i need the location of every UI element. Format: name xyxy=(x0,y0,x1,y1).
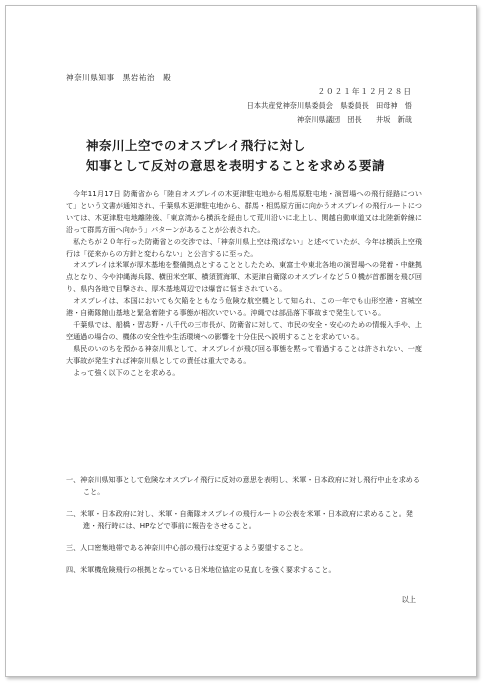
body-paragraph: 県民のいのちを預かる神奈川県として、オスプレイが飛び回る事態を黙って看過することは許されない、一度大事故が発生すれば神奈川県としての責任は重大である。 xyxy=(66,343,422,365)
closing-mark: 以上 xyxy=(401,595,416,604)
document-body xyxy=(66,188,422,379)
demand-item: 四、米軍機危険飛行の根拠となっている日米地位協定の見直しを強く要求すること。 xyxy=(66,565,336,574)
demand-item: 三、人口密集地帯である神奈川中心部の飛行は変更するよう要望すること。 xyxy=(66,543,308,552)
sender-party: 日本共産党神奈川県委員会 県委員長 田母神 悟 xyxy=(246,101,412,110)
sender-assembly-group: 神奈川県議団 団長 井坂 新哉 xyxy=(296,115,412,124)
document-title-line-2: 知事として反対の意思を表明することを求める要請 xyxy=(86,158,386,173)
body-paragraph: オスプレイは、本国においても欠陥をともなう危険な航空機として知られ、この一年でも山形空港・宮城空港・自衛隊館山基地と緊急着陸する事態が相次いでいる。沖縄では部品落下事故まで発生している。 xyxy=(66,296,422,318)
document-title-line-1: 神奈川上空でのオスプレイ飛行に対し xyxy=(86,138,306,153)
addressee: 神奈川県知事 黒岩祐治 殿 xyxy=(66,73,172,82)
demands-list xyxy=(66,474,426,586)
body-paragraph: 今年11月17日 防衛省から「陸自オスプレイの木更津駐屯地から相馬原駐屯地・演習場への飛行経路について」という文書が通知され、千葉県木更津駐屯地から、群馬・相馬原方面に向かうオスプレイの飛行ルートについては、木更津駐屯地離陸後、「東京湾から横浜を経由して荒川沿いに北上し、関越自動車道又は北陸新幹線に沿って群馬方面へ向かう」パターンがあることが公表された。 xyxy=(66,189,422,234)
body-paragraph: オスプレイは米軍が厚木基地を整備拠点とすることとしたため、東富士や東北各地の演習場への発着・中継拠点となり、今や沖縄海兵隊、横田米空軍、横須賀海軍、木更津自衛隊のオスプレイなど５０機が首都圏を飛び回り、県内各地で目撃され、厚木基地周辺では爆音に悩まされている。 xyxy=(66,260,422,294)
body-paragraph: よって強く以下のことを求める。 xyxy=(73,367,180,377)
demand-item: 二、米軍・日本政府に対し、米軍・自衛隊オスプレイの飛行ルートの公表を米軍・日本政府に求めること。発進・飛行時には、HPなどで事前に報告をさせること。 xyxy=(66,509,413,530)
body-paragraph: 私たちが２０年行った防衛省との交渉では、「神奈川県上空は飛ばない」と述べていたが、今年は横浜上空飛行は「従来からの方針と変わらない」と公言するに至った。 xyxy=(66,236,422,258)
document-page xyxy=(6,6,478,678)
body-paragraph: 千葉県では、船橋・習志野・八千代の三市長が、防衛省に対して、市民の安全・安心のための情報入手や、上空通過の場合の、機体の安全性や生活環境への影響を十分住民へ説明することを求めている。 xyxy=(66,319,422,341)
demand-item: 一、神奈川県知事として危険なオスプレイ飛行に反対の意思を表明し、米軍・日本政府に対し飛行中止を求めること。 xyxy=(66,475,420,496)
document-date: ２０２１年１２月２８日 xyxy=(317,87,412,96)
document-frame xyxy=(5,5,477,677)
